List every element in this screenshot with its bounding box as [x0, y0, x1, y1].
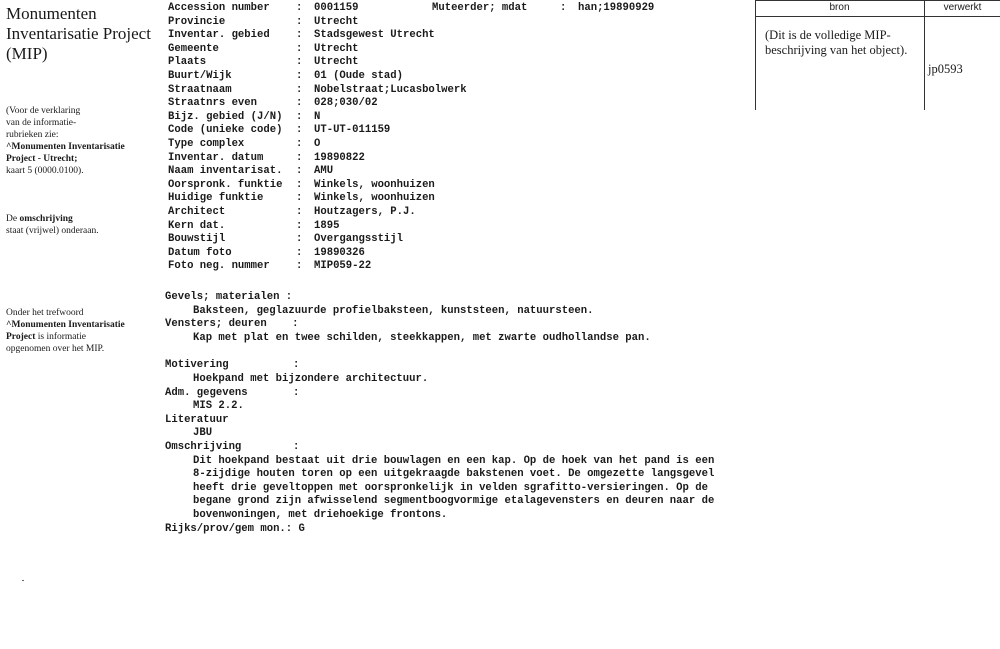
- field-value: Stadsgewest Utrecht: [314, 29, 435, 42]
- section-label-gevels: Gevels; materialen :: [165, 291, 293, 303]
- table-rule: [755, 0, 756, 110]
- scan-speck: [22, 580, 24, 581]
- source-table: [755, 0, 1000, 110]
- field-colon: :: [296, 42, 303, 55]
- field-label: Architect: [168, 205, 226, 218]
- note-line: staat (vrijwel) onderaan.: [6, 226, 99, 236]
- section-label-rijks: Rijks/prov/gem mon.: G: [165, 522, 305, 535]
- field-value: Utrecht: [314, 15, 359, 28]
- field-value: Winkels, woonhuizen: [314, 178, 435, 191]
- field-label: Type complex: [168, 137, 245, 150]
- section-colon: :: [293, 359, 300, 372]
- field-value: O: [314, 137, 321, 150]
- field-row: [168, 192, 467, 206]
- field-label: Foto neg. nummer: [168, 260, 270, 273]
- field-label: Naam inventarisat.: [168, 165, 283, 178]
- field-label: Plaats: [168, 56, 207, 69]
- section-colon: :: [293, 386, 300, 399]
- field-label: Oorspronk. funktie: [168, 178, 283, 191]
- note-line: rubrieken zie:: [6, 130, 59, 140]
- field-colon: :: [296, 192, 303, 205]
- field-value: 19890822: [314, 151, 365, 164]
- column-header-verwerkt: verwerkt: [943, 2, 982, 13]
- field-row: [168, 2, 467, 16]
- field-row: [168, 206, 467, 220]
- field-colon: :: [296, 246, 303, 259]
- note-line: van de informatie-: [6, 118, 77, 128]
- section-text-motivering: Hoekpand met bijzondere architectuur.: [193, 372, 429, 385]
- note-line: kaart 5 (0000.0100).: [6, 166, 84, 176]
- field-label: Straatnaam: [168, 83, 232, 96]
- section-text-omschrijving: Dit hoekpand bestaat uit drie bouwlagen en een kap. Op de hoek van het pand is een 8-zijdige houten toren op een uitgekraagde bakstenen voet. De omgezette langsgevel heeft drie geveltoppen met oorspronkelijk in velden sgrafitto-versieringen. Op de begane grond zijn afwisselend segmentboogvormige etalagevensters en deuren naar de bovenwoningen, met driehoekige frontons.: [193, 454, 715, 521]
- note-line: opgenomen over het MIP.: [6, 344, 105, 354]
- section-label-literatuur: Literatuur: [165, 413, 229, 426]
- field-row: [168, 124, 467, 138]
- field-value: 1895: [314, 219, 340, 232]
- note-text: De: [6, 214, 20, 224]
- note-text: is informatie: [35, 332, 87, 342]
- legend-note: [6, 105, 164, 177]
- field-colon: :: [296, 205, 303, 218]
- field-row: [168, 247, 467, 261]
- field-row: [168, 111, 467, 125]
- field-label: Datum foto: [168, 246, 232, 259]
- field-row: [168, 220, 467, 234]
- field-value: 028;030/02: [314, 97, 378, 110]
- mutator-label: Muteerder; mdat: [432, 2, 528, 14]
- field-value: UT-UT-011159: [314, 124, 391, 137]
- note-bold: omschrijving: [19, 214, 73, 224]
- source-note: (Dit is de volledige MIP-beschrijving van het object).: [765, 28, 908, 57]
- field-label: Inventar. gebied: [168, 29, 270, 42]
- field-value: Utrecht: [314, 42, 359, 55]
- field-row: [168, 29, 467, 43]
- field-label: Straatnrs even: [168, 97, 258, 110]
- field-row: [168, 138, 467, 152]
- field-row: [168, 179, 467, 193]
- field-list: [168, 2, 467, 274]
- field-colon: :: [296, 97, 303, 110]
- field-value: MIP059-22: [314, 260, 372, 273]
- field-row: [168, 43, 467, 57]
- field-colon: :: [296, 124, 303, 137]
- table-rule: [924, 0, 925, 110]
- field-label: Kern dat.: [168, 219, 226, 232]
- field-row: [168, 260, 467, 274]
- field-label: Accession number: [168, 2, 270, 14]
- field-value: Houtzagers, P.J.: [314, 205, 416, 218]
- field-value: 01 (Oude stad): [314, 69, 404, 82]
- field-value: N: [314, 110, 321, 123]
- field-colon: :: [296, 137, 303, 150]
- field-value: Winkels, woonhuizen: [314, 192, 435, 205]
- mutator-value: han;19890929: [578, 2, 655, 14]
- note-line: Onder het trefwoord: [6, 308, 84, 318]
- section-text-gevels: Baksteen, geglazuurde profielbaksteen, kunststeen, natuursteen.: [193, 304, 594, 317]
- field-label: Bouwstijl: [168, 233, 226, 246]
- field-row: [168, 84, 467, 98]
- note-bold: ^Monumenten Inventarisatie: [6, 320, 125, 330]
- field-colon: :: [296, 260, 303, 273]
- field-row: [168, 70, 467, 84]
- field-colon: :: [296, 29, 303, 42]
- page-title: Monumenten Inventarisatie Project (MIP): [6, 4, 151, 63]
- description-body: [165, 291, 765, 536]
- field-colon: :: [296, 151, 303, 164]
- mutator-colon: :: [560, 2, 567, 14]
- field-value: 0001159: [314, 2, 359, 14]
- section-label-vensters: Vensters; deuren :: [165, 318, 299, 331]
- section-text-literatuur: JBU: [193, 427, 213, 440]
- field-value: Nobelstraat;Lucasbolwerk: [314, 83, 467, 96]
- section-text-vensters: Kap met plat en twee schilden, steekkappen, met zwarte oudhollandse pan.: [193, 331, 651, 344]
- field-colon: :: [296, 110, 303, 123]
- field-label: Bijz. gebied (J/N): [168, 110, 283, 123]
- section-text-adm: MIS 2.2.: [193, 400, 244, 413]
- field-label: Inventar. datum: [168, 151, 264, 164]
- section-colon: :: [293, 440, 300, 453]
- field-row: [168, 152, 467, 166]
- field-colon: :: [296, 233, 303, 246]
- field-row: [168, 165, 467, 179]
- field-label: Huidige funktie: [168, 192, 264, 205]
- keyword-note: [6, 307, 164, 355]
- field-value: Overgangsstijl: [314, 233, 404, 246]
- field-label: Code (unieke code): [168, 124, 283, 137]
- processed-code: jp0593: [928, 62, 963, 76]
- field-row: [168, 16, 467, 30]
- field-colon: :: [296, 178, 303, 191]
- field-value: AMU: [314, 165, 334, 178]
- field-label: Buurt/Wijk: [168, 69, 232, 82]
- field-label: Gemeente: [168, 42, 219, 55]
- note-bold: Project: [6, 332, 36, 342]
- section-label-adm: Adm. gegevens: [165, 386, 248, 399]
- field-colon: :: [296, 69, 303, 82]
- table-rule: [755, 0, 1000, 1]
- field-row: [168, 97, 467, 111]
- note-bold: Project - Utrecht;: [6, 154, 78, 164]
- field-label: Provincie: [168, 15, 226, 28]
- field-colon: :: [296, 2, 303, 14]
- field-colon: :: [296, 15, 303, 28]
- field-colon: :: [296, 219, 303, 232]
- section-label-omschrijving: Omschrijving: [165, 440, 242, 453]
- column-header-bron: bron: [829, 2, 850, 13]
- field-colon: :: [296, 56, 303, 69]
- note-bold: ^Monumenten Inventarisatie: [6, 142, 125, 152]
- field-row: [168, 56, 467, 70]
- field-colon: :: [296, 165, 303, 178]
- mutator-row: [432, 2, 654, 16]
- field-value: Utrecht: [314, 56, 359, 69]
- section-label-motivering: Motivering: [165, 359, 229, 372]
- field-colon: :: [296, 83, 303, 96]
- table-rule: [755, 16, 1000, 17]
- field-value: 19890326: [314, 246, 365, 259]
- note-line: (Voor de verklaring: [6, 106, 81, 116]
- description-note: [6, 213, 164, 237]
- field-row: [168, 233, 467, 247]
